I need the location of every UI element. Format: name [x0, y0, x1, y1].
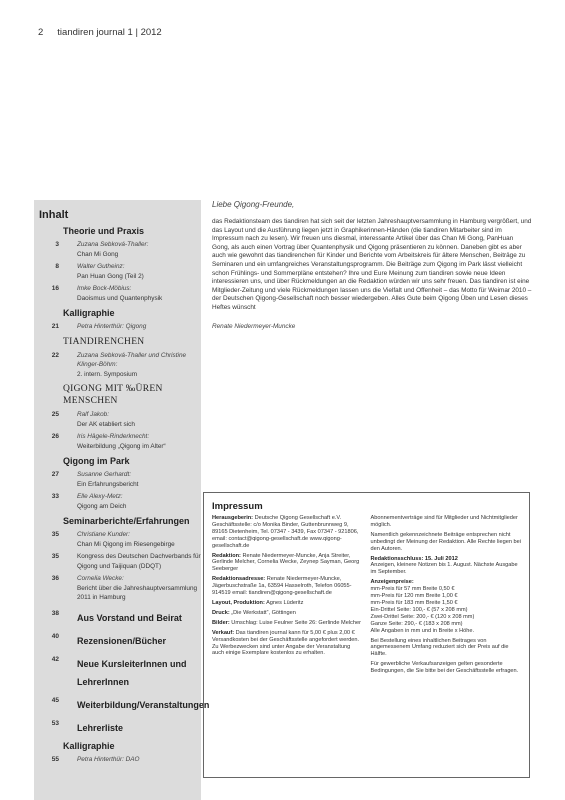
toc-row	[51, 654, 201, 690]
toc-author: Zuzana Sebková-Thaller und Christine Klinger-Böhm:	[77, 351, 187, 368]
toc-entry	[51, 410, 201, 429]
toc-page-number: 26	[51, 433, 59, 440]
toc-page-number: 38	[51, 609, 59, 617]
table-of-contents	[34, 200, 210, 800]
toc-section-heading: Kalligraphie	[63, 740, 115, 751]
toc-entry	[55, 240, 201, 259]
price-line: mm-Preis für 183 mm Breite 1,50 €	[370, 599, 458, 606]
toc-row-label: Lehrerliste	[77, 722, 124, 733]
toc-author: Susanne Gerhardt:	[77, 471, 131, 478]
impressum-label: Verkauf:	[212, 629, 235, 636]
toc-entry-title: Kongress des Deutschen Dachverbands für Qigong und Taijiquan (DDQT)	[77, 553, 201, 570]
deadline-label: Redaktionsschluss: 15. Juli 2012	[370, 555, 458, 562]
deadline-text: Anzeigen, kleinere Notizen bis 1. August. Nächste Ausgabe im September.	[370, 562, 518, 576]
toc-row-label: Neue KursleiterInnen und LehrerInnen	[77, 658, 187, 687]
toc-entry	[51, 322, 201, 332]
impressum-label: Bilder:	[212, 619, 230, 626]
toc-entry	[51, 755, 201, 765]
impressum-left-column	[212, 515, 363, 678]
toc-page-number: 22	[51, 351, 59, 359]
toc-entry	[51, 492, 201, 511]
impressum-block	[212, 630, 363, 658]
price-line: Ganze Seite: 290,- € (183 x 208 mm)	[370, 620, 463, 627]
toc-entry	[51, 351, 201, 380]
impressum-block	[212, 515, 363, 550]
impressum-block	[212, 553, 363, 574]
letter-body: das Redaktionsteam des tiandiren hat sich seit der letzten Jahreshauptversammlung in Hamburg vergrößert, und das Layout und die Ausführung liegen jetzt in Graphikerinnen-Händen (die tiandiren Mitarbeiter sind im Impressum nach zu lesen). Wir freuen uns diesmal, interessante Artikel über das Chan Mi Gong, PanHuan Gong, als auch einen Vortrag über Quantenphysik und Qigong präsentieren zu können. Daneben gibt es aber auch wie gewohnt das tiandirenchen für Kinder und Berichte vom Arbeitskreis für ältere Menschen, Beiträge zu Seminaren und ein umfangreiches Veranstaltungsprogramm. Die Beiträge zum Qigong im Park lässt vielleicht schon Frühlings- und Sommerpläne entstehen? Ihre und Eure Meinung zum tiandiren sowie neue Ideen interessieren uns, und über Rückmeldungen an die Redaktion würden wir uns sehr freuen. Das tiandiren ist eine Mitglieder-Zeitung und viele Rückmeldungen lassen uns die Vielfalt und Offenheit – das Motto für Weimar 2010 – der Deutschen Qigong-Gesellschaft noch besser wiedergeben. Alles Gute beim Qigong Üben und Lesen dieses Heftes wünscht	[212, 218, 532, 311]
impressum-right-column	[371, 515, 522, 678]
toc-entry	[51, 432, 201, 451]
toc-section-heading: Seminarberichte/Erfahrungen	[63, 516, 190, 526]
signature: Renate Niedermeyer-Muncke	[212, 322, 296, 330]
toc-author: Zuzana Sebková-Thaller:	[77, 241, 149, 248]
impressum-label: Herausgeberin:	[212, 515, 254, 521]
toc-section-heading: Theorie und Praxis	[63, 226, 145, 236]
toc-row	[51, 718, 201, 736]
price-line: Ein-Drittel Seite: 100,- € (57 x 208 mm)	[370, 606, 468, 613]
toc-author: Ralf Jakob:	[77, 411, 109, 418]
toc-row-label: Rezensionen/Bücher	[77, 635, 167, 646]
impressum-text: Renate Niedermeyer-Muncke, Jägerbuschstraße 1a, 63594 Hasselroth, Telefon 06055-914519 email: tiandiren@qigong-gesellschaft.de	[212, 576, 352, 597]
toc-title: Inhalt	[39, 209, 69, 221]
toc-page-number: 36	[51, 575, 59, 582]
toc-page-number: 40	[51, 632, 59, 640]
impressum-label: Druck:	[212, 609, 230, 616]
toc-row-label: Weiterbildung/Veranstaltungen	[77, 699, 210, 710]
impressum-title: Impressum	[212, 501, 263, 512]
toc-list	[39, 225, 210, 764]
toc-section-heading: QIGONG MIT ‰ÜREN MENSCHEN	[63, 384, 163, 406]
toc-entry	[51, 530, 201, 549]
toc-entry-title: Daoismus und Quantenphysik	[77, 294, 163, 302]
toc-page-number: 35	[51, 531, 59, 538]
impressum-note: Abonnementverträge sind für Mitglieder und Nichtmitglieder möglich.	[370, 515, 518, 528]
toc-row	[51, 695, 210, 713]
impressum-text: Umschlag: Luise Feulner Seite 26: Gerlinde Melcher	[231, 619, 361, 626]
toc-author: Imke Bock-Möbius:	[77, 285, 132, 292]
toc-entry	[55, 262, 201, 281]
price-line: mm-Preis für 57 mm Breite 0,50 €	[370, 586, 455, 593]
impressum-box	[203, 492, 530, 778]
toc-page-number: 8	[55, 263, 59, 270]
toc-entry-title: Chan Mi Gong	[77, 250, 119, 258]
prices-label: Anzeigenpreise:	[370, 579, 414, 586]
toc-entry-title: Chan Mi Qigong im Riesengebirge	[77, 540, 175, 548]
toc-entry-title: Ein Erfahrungsbericht	[77, 480, 139, 488]
toc-page-number: 55	[51, 755, 59, 763]
toc-author: Petra Hinterthür: Qigong	[77, 323, 147, 330]
impressum-text: Renate Niedermeyer-Muncke, Anja Streiter, Gerlinde Melcher, Cornelia Wecke, Zeynep Sayman, Georg Seeberger	[212, 552, 360, 573]
toc-section-heading: Qigong im Park	[63, 456, 130, 466]
toc-page-number: 33	[51, 493, 59, 500]
toc-entry	[51, 552, 201, 571]
price-line: Alle Angaben in mm und in Breite x Höhe.	[370, 627, 475, 634]
toc-author: Iris Hägele-Rinderknecht:	[77, 433, 150, 440]
impressum-block	[212, 610, 363, 617]
impressum-block	[212, 576, 363, 597]
toc-entry-title: Qigong am Deich	[77, 502, 127, 510]
impressum-label: Redaktion:	[212, 552, 241, 559]
toc-row	[51, 631, 201, 649]
running-head	[38, 27, 162, 38]
editorial-letter	[212, 200, 532, 330]
toc-entry	[51, 574, 201, 603]
impressum-text: Deutsche Qigong Gesellschaft e.V. Geschäftsstelle: c/o Monika Binder, Guttenbrunnweg 9, 89165 Dietenheim, Tel. 07347 - 3439, Fax 07347 - 921806, email: contact@qigong-gesellschaft.de www.qigong-gesellschaft.de	[212, 515, 359, 549]
impressum-block	[212, 600, 363, 607]
toc-page-number: 3	[55, 241, 59, 248]
toc-entry	[51, 470, 201, 489]
toc-row	[51, 608, 201, 626]
toc-page-number: 21	[51, 323, 59, 330]
toc-author: Elle Alexy-Metz:	[77, 493, 123, 500]
toc-author: Christiane Kunder:	[77, 531, 130, 538]
impressum-text: Das tiandiren journal kann für 5,00 € plus 2,00 € Versandkosten bei der Geschäftsstelle angefordert werden. Zu Werbezwecken sind unter Angabe der Veranstaltung auch einige Exemplare kostenlos zu erhalten.	[212, 629, 360, 657]
toc-entry-title: 2. intern. Symposium	[77, 370, 138, 378]
toc-author: Petra Hinterthür: DAO	[77, 755, 140, 763]
toc-entry-title: Pan Huan Gong (Teil 2)	[77, 272, 144, 280]
impressum-text: Agnes Lüderitz	[266, 599, 304, 606]
toc-row-label: Aus Vorstand und Beirat	[77, 612, 182, 623]
impressum-label: Layout, Produktion:	[212, 599, 265, 606]
toc-entry-title: Weiterbildung „Qigong im Alter“	[77, 442, 166, 450]
toc-page-number: 42	[51, 655, 59, 663]
impressum-note: Für gewerbliche Verkaufsanzeigen gelten gesonderte Bedingungen, die Sie bitte bei der Geschäftsstelle erfragen.	[370, 661, 519, 675]
toc-page-number: 16	[51, 285, 59, 292]
impressum-note: Namentlich gekennzeichnete Beiträge entsprechen nicht unbedingt der Meinung der Redaktion. Alle Rechte liegen bei den Autoren.	[370, 531, 522, 552]
toc-page-number: 53	[51, 719, 59, 727]
toc-author: Walter Gutheinz:	[77, 263, 125, 270]
impressum-label: Redaktionsadresse:	[212, 576, 266, 583]
toc-entry-title: Bericht über die Jahreshauptversammlung 2011 in Hamburg	[77, 584, 198, 601]
impressum-text: „Die Werkstatt“, Göttingen	[231, 609, 296, 616]
toc-page-number: 25	[51, 411, 59, 418]
toc-page-number: 27	[51, 471, 59, 478]
page-number: 2	[38, 27, 44, 38]
toc-entry	[51, 284, 201, 303]
toc-section-heading: Kalligraphie	[63, 308, 115, 318]
price-line: mm-Preis für 120 mm Breite 1,00 €	[370, 593, 458, 600]
toc-entry-title: Der AK etabliert sich	[77, 420, 135, 428]
toc-author: Cornelia Wecke:	[77, 575, 124, 582]
price-line: Zwei-Drittel Seite: 200,- € (120 x 208 mm)	[370, 613, 475, 620]
impressum-note: Bei Bestellung eines inhaltlichen Beitrages von angemessenem Umfang reduziert sich der Preis auf die Hälfte.	[370, 637, 509, 658]
toc-section-heading: TIANDIRENCHEN	[63, 336, 145, 347]
salutation: Liebe Qigong-Freunde,	[212, 200, 295, 209]
toc-page-number: 35	[51, 553, 59, 560]
impressum-block	[212, 620, 363, 627]
toc-page-number: 45	[51, 696, 59, 704]
journal-title: tiandiren journal 1 | 2012	[57, 27, 162, 38]
